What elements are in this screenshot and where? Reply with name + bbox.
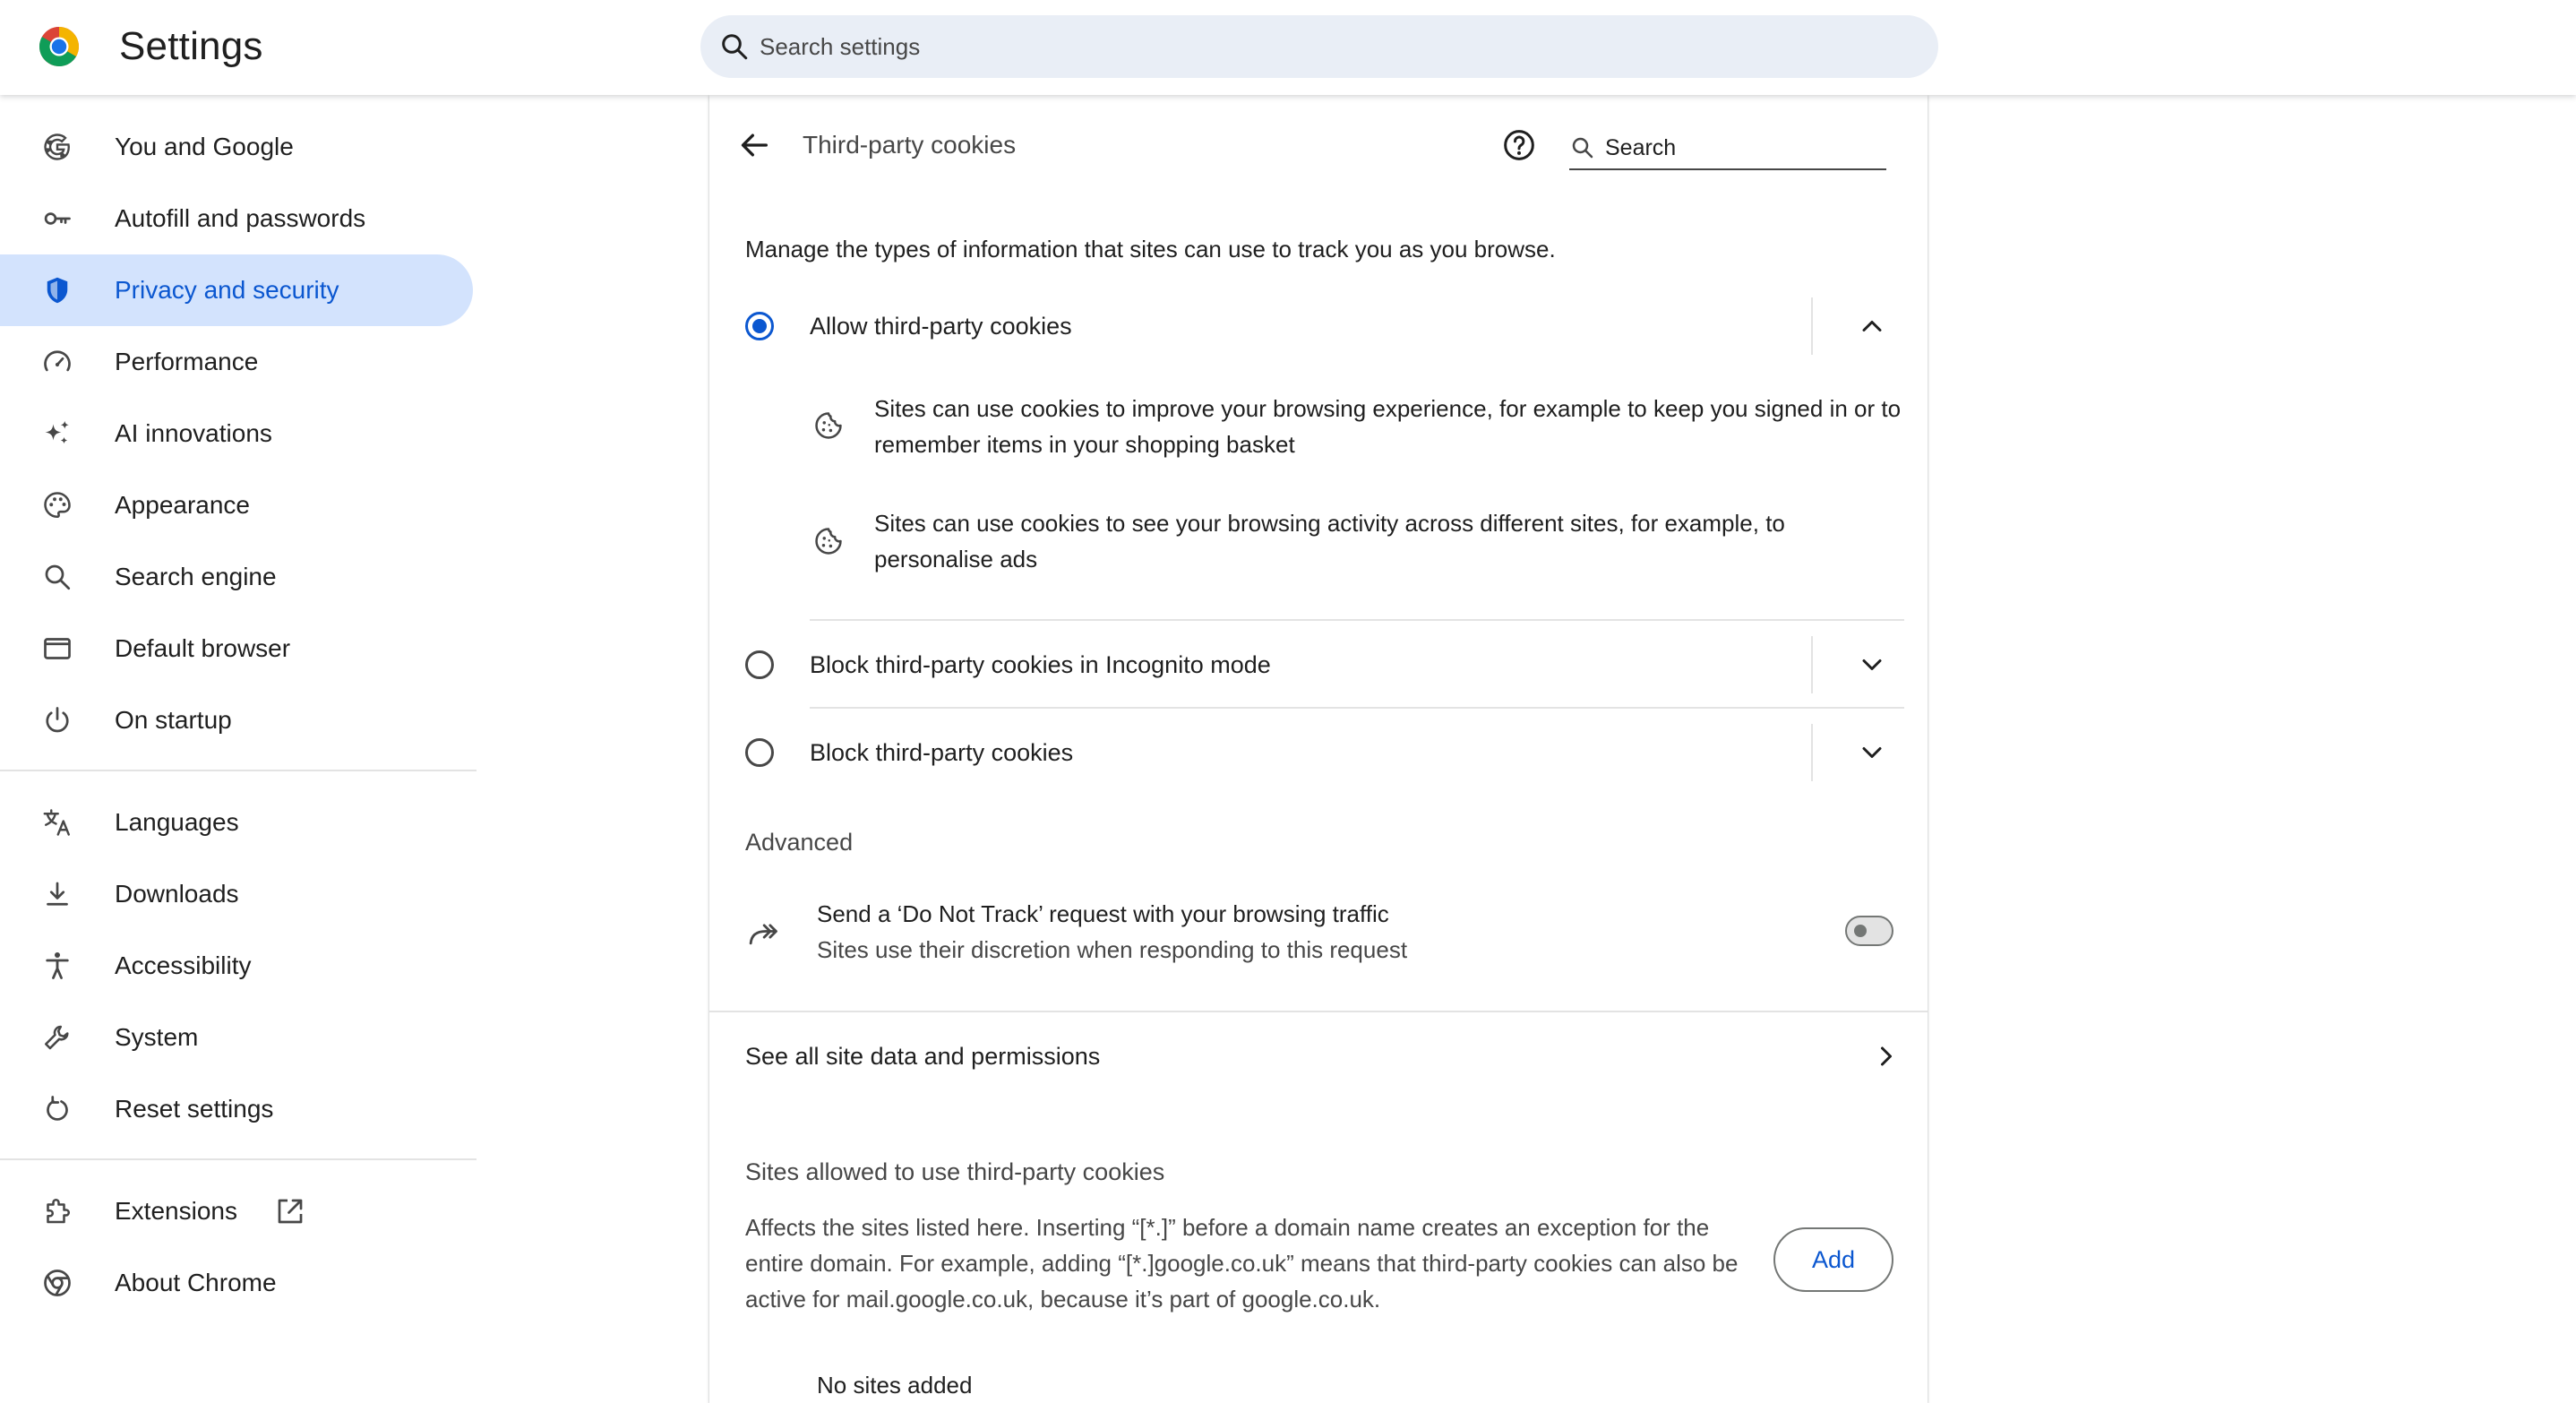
advanced-heading: Advanced — [745, 829, 854, 856]
key-icon — [41, 202, 73, 235]
open-in-new-icon — [274, 1195, 306, 1227]
sidebar-item-label: Appearance — [115, 491, 251, 519]
sidebar-item-label: Search engine — [115, 563, 277, 590]
browser-window-icon — [41, 633, 73, 665]
allow-cookies-label[interactable]: Allow third-party cookies — [810, 313, 1072, 340]
do-not-track-icon — [747, 916, 783, 951]
page-title: Third-party cookies — [803, 131, 1017, 159]
dnt-title: Send a ‘Do Not Track’ request with your browsing traffic — [817, 900, 1389, 927]
speedometer-icon — [41, 346, 73, 378]
sidebar-item-appearance[interactable] — [0, 469, 473, 541]
chevron-right-icon — [1870, 1040, 1902, 1072]
sidebar-item-reset-settings[interactable] — [0, 1073, 473, 1145]
option-separator — [1811, 297, 1813, 355]
chevron-down-icon[interactable] — [1856, 649, 1888, 681]
sidebar-item-label: About Chrome — [115, 1269, 277, 1296]
cookie-icon — [811, 524, 846, 558]
block-cookies-label[interactable]: Block third-party cookies — [810, 739, 1074, 766]
sidebar-item-performance[interactable] — [0, 326, 473, 398]
accessibility-icon — [41, 950, 73, 982]
block-incognito-radio[interactable] — [745, 650, 774, 679]
sidebar-item-extensions[interactable] — [0, 1175, 473, 1247]
cookies-description: Manage the types of information that sites can use to track you as you browse. — [745, 236, 1556, 263]
sidebar-item-label: System — [115, 1023, 199, 1051]
allow-cookies-radio[interactable] — [745, 312, 774, 340]
cookie-detail-text: Sites can use cookies to see your browsing activity across different sites, for example, to personalise ads — [874, 510, 1785, 572]
sidebar-item-accessibility[interactable] — [0, 930, 473, 1002]
power-icon — [41, 704, 73, 736]
wrench-icon — [41, 1021, 73, 1054]
no-sites-text: No sites added — [817, 1372, 973, 1399]
site-data-link-row[interactable] — [709, 1012, 1928, 1100]
sidebar-item-label: Extensions — [115, 1197, 237, 1225]
allowed-sites-heading: Sites allowed to use third-party cookies — [745, 1158, 1165, 1185]
sidebar-item-label: Privacy and security — [115, 276, 339, 304]
settings-header — [0, 0, 2576, 95]
sidebar-item-about-chrome[interactable] — [0, 1247, 473, 1319]
chevron-up-icon[interactable] — [1856, 310, 1888, 342]
sidebar-item-on-startup[interactable] — [0, 684, 473, 756]
subpage-search[interactable] — [1569, 131, 1886, 170]
download-icon — [41, 878, 73, 910]
option-separator — [1811, 636, 1813, 693]
search-icon — [718, 30, 751, 63]
subpage-search-input[interactable] — [1605, 131, 1874, 165]
block-incognito-label[interactable]: Block third-party cookies in Incognito mode — [810, 651, 1271, 678]
back-button[interactable] — [736, 127, 772, 163]
option-divider — [810, 707, 1904, 709]
puzzle-icon — [41, 1195, 73, 1227]
chrome-logo — [38, 25, 81, 68]
sidebar-item-label: Performance — [115, 348, 259, 375]
sidebar-item-label: AI innovations — [115, 419, 272, 447]
dnt-subtitle: Sites use their discretion when responding to this request — [817, 936, 1408, 963]
sidebar-item-default-browser[interactable] — [0, 613, 473, 684]
sidebar-divider — [0, 770, 477, 771]
sparkle-icon — [41, 417, 73, 450]
sidebar-item-label: Accessibility — [115, 951, 252, 979]
site-data-link-label: See all site data and permissions — [745, 1043, 1101, 1070]
sidebar-item-you-and-google[interactable] — [0, 111, 473, 183]
third-party-cookies-card — [709, 95, 1928, 1403]
chevron-down-icon[interactable] — [1856, 736, 1888, 769]
add-site-button[interactable]: Add — [1773, 1227, 1893, 1292]
sidebar — [0, 95, 484, 1390]
sidebar-item-label: Downloads — [115, 880, 239, 908]
sidebar-divider — [0, 1158, 477, 1160]
sidebar-item-search-engine[interactable] — [0, 541, 473, 613]
sidebar-item-label: On startup — [115, 706, 232, 734]
sidebar-item-system[interactable] — [0, 1002, 473, 1073]
sidebar-item-label: Autofill and passwords — [115, 204, 366, 232]
option-separator — [1811, 724, 1813, 781]
sidebar-item-autofill[interactable] — [0, 183, 473, 254]
cookie-icon — [811, 409, 846, 443]
help-icon[interactable] — [1501, 127, 1537, 163]
sidebar-item-downloads[interactable] — [0, 858, 473, 930]
dnt-toggle[interactable] — [1845, 916, 1893, 946]
search-icon — [1569, 134, 1596, 161]
settings-search-box[interactable] — [700, 15, 1938, 78]
sidebar-item-languages[interactable] — [0, 787, 473, 858]
settings-search-input[interactable] — [760, 15, 1906, 78]
reset-icon — [41, 1093, 73, 1125]
sidebar-item-ai-innovations[interactable] — [0, 398, 473, 469]
google-g-icon — [41, 131, 73, 163]
sidebar-item-privacy-and-security[interactable] — [0, 254, 473, 326]
option-divider — [810, 619, 1904, 621]
palette-icon — [41, 489, 73, 521]
block-cookies-radio[interactable] — [745, 738, 774, 767]
sidebar-item-label: You and Google — [115, 133, 294, 160]
chrome-outline-icon — [41, 1267, 73, 1299]
translate-icon — [41, 806, 73, 839]
cookie-detail-text: Sites can use cookies to improve your browsing experience, for example to keep you signed in or to remember items in your shopping basket — [874, 395, 1902, 458]
sidebar-item-label: Languages — [115, 808, 239, 836]
shield-icon — [41, 274, 73, 306]
sidebar-item-label: Default browser — [115, 634, 291, 662]
allowed-sites-description: Affects the sites listed here. Inserting “[*.]” before a domain name creates an exception for the entire domain. For example, adding “[*.]google.co.uk” means that third-party cookies can also be active for mail.google.co.uk, because it’s part of google.co.uk. — [745, 1214, 1739, 1313]
search-icon — [41, 561, 73, 593]
app-title: Settings — [119, 24, 263, 68]
sidebar-item-label: Reset settings — [115, 1095, 274, 1123]
